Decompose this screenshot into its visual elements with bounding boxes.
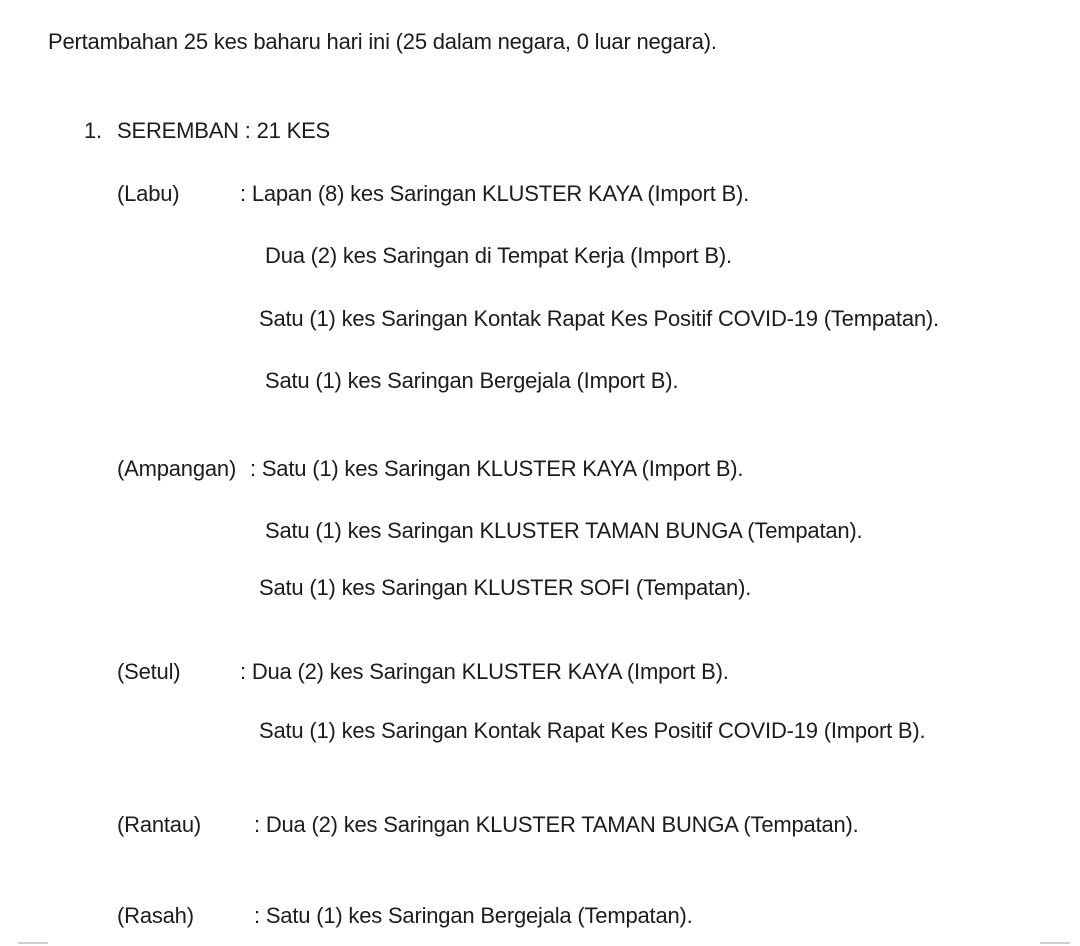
ampangan-line-3: Satu (1) kes Saringan KLUSTER SOFI (Tempatan). — [259, 575, 752, 600]
labu-line-3: Satu (1) kes Saringan Kontak Rapat Kes Positif COVID-19 (Tempatan). — [259, 306, 939, 331]
area-label-ampangan: (Ampangan) — [117, 456, 237, 481]
area-label-rasah: (Rasah) — [117, 903, 194, 928]
intro-text: Pertambahan 25 kes baharu hari ini (25 dalam negara, 0 luar negara). — [48, 29, 717, 54]
setul-line-1: : Dua (2) kes Saringan KLUSTER KAYA (Import B). — [240, 659, 729, 684]
page-edge-left — [18, 942, 48, 944]
page-edge-right — [1040, 942, 1070, 944]
list-number: 1. — [84, 118, 102, 143]
labu-line-4: Satu (1) kes Saringan Bergejala (Import B). — [265, 368, 679, 393]
rantau-line-1: : Dua (2) kes Saringan KLUSTER TAMAN BUNGA (Tempatan). — [254, 812, 859, 837]
district-title: SEREMBAN : 21 KES — [117, 118, 331, 143]
area-label-rantau: (Rantau) — [117, 812, 201, 837]
rasah-line-1: : Satu (1) kes Saringan Bergejala (Tempatan). — [254, 903, 693, 928]
ampangan-line-2: Satu (1) kes Saringan KLUSTER TAMAN BUNGA (Tempatan). — [265, 518, 863, 543]
ampangan-line-1: : Satu (1) kes Saringan KLUSTER KAYA (Import B). — [250, 456, 744, 481]
area-label-labu: (Labu) — [117, 181, 180, 206]
area-label-setul: (Setul) — [117, 659, 181, 684]
setul-line-2: Satu (1) kes Saringan Kontak Rapat Kes Positif COVID-19 (Import B). — [259, 718, 926, 743]
labu-line-1: : Lapan (8) kes Saringan KLUSTER KAYA (Import B). — [240, 181, 750, 206]
labu-line-2: Dua (2) kes Saringan di Tempat Kerja (Import B). — [265, 243, 732, 268]
